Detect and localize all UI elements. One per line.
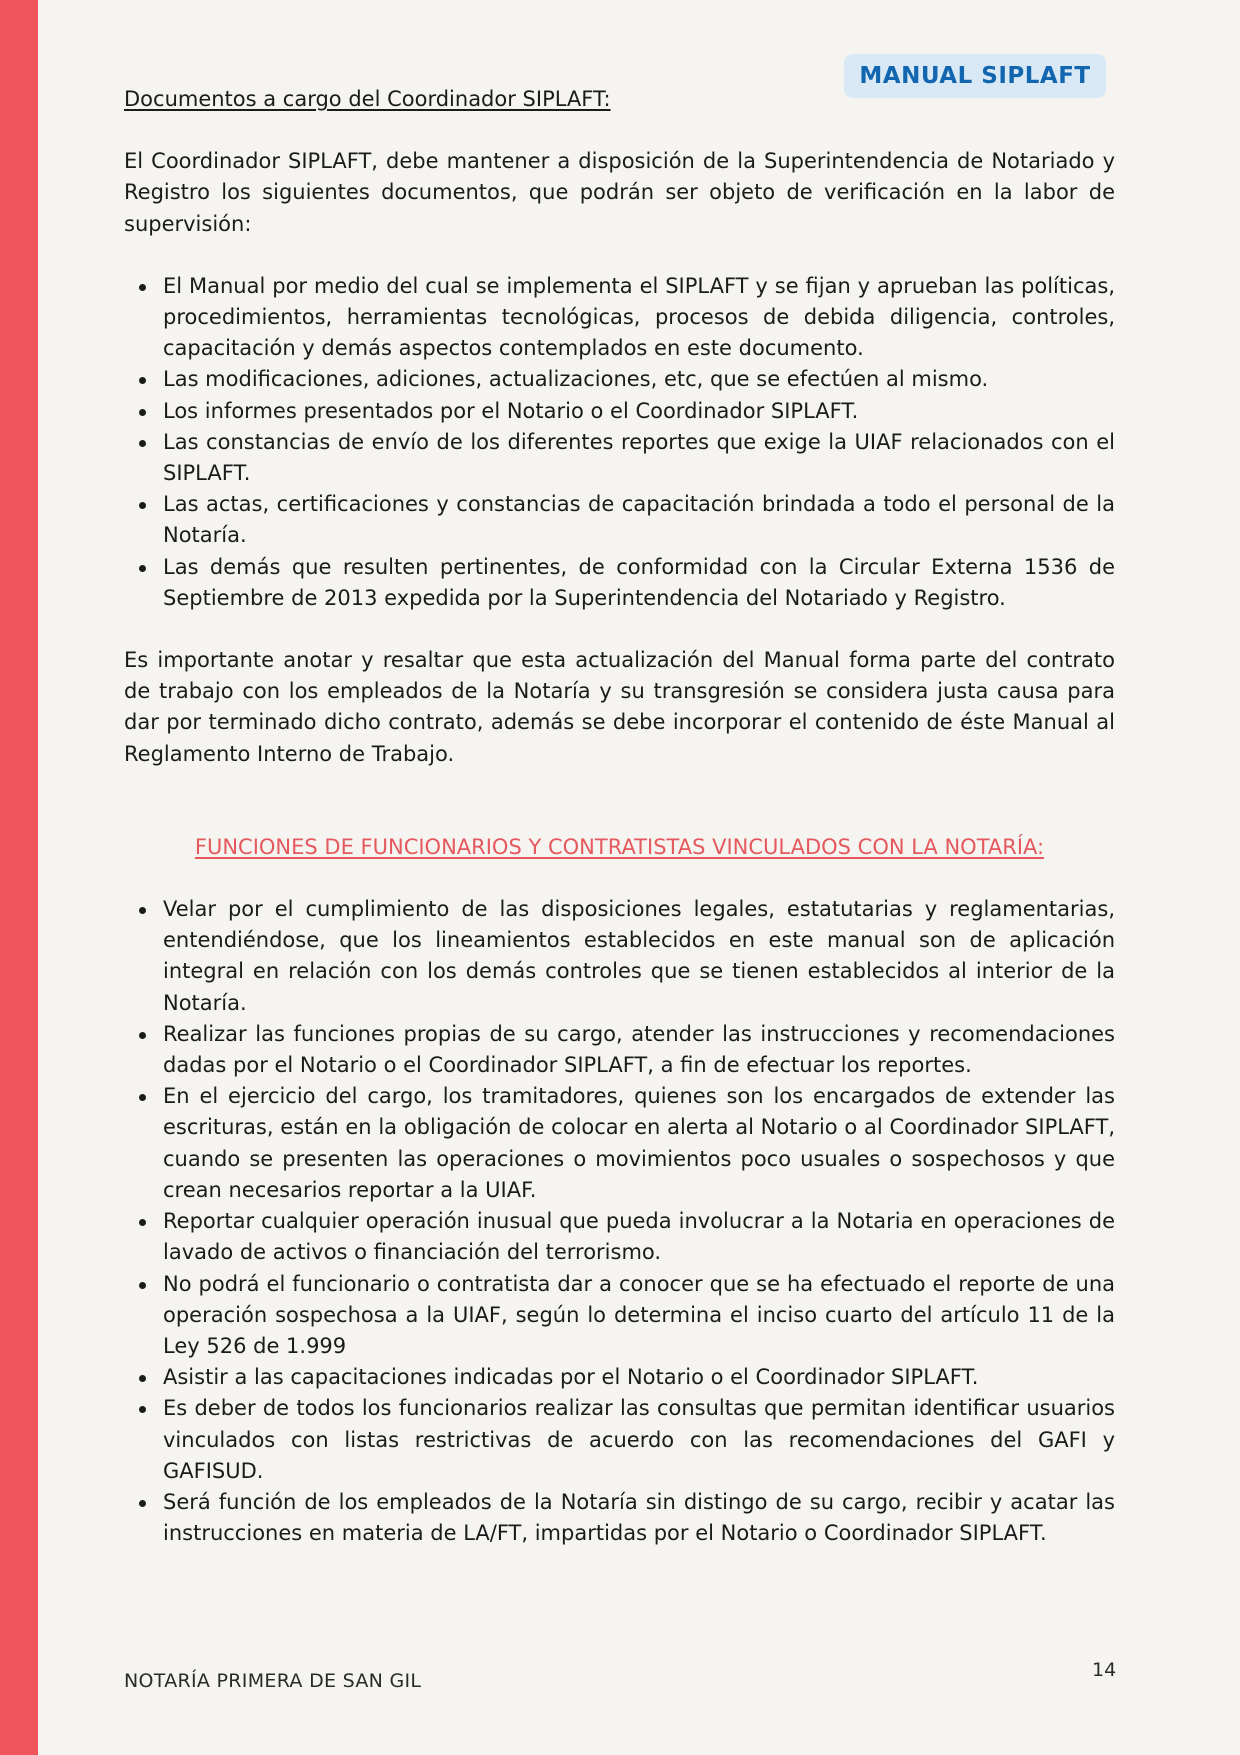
list-item: No podrá el funcionario o contratista dar a conocer que se ha efectuado el reporte de una operación sospechosa a la UIAF, según lo determina el inciso cuarto del artículo 11 de la Ley 526 de 1.999	[124, 1269, 1115, 1363]
closing-paragraph: Es importante anotar y resaltar que esta actualización del Manual forma parte del contrato de trabajo con los empleados de la Notaría y su transgresión se considera justa causa para dar por terminado dicho contrato, además se debe incorporar el contenido de éste Manual al Reglamento Interno de Trabajo.	[124, 648, 1115, 766]
footer-office-name: NOTARÍA PRIMERA DE SAN GIL	[124, 1670, 422, 1692]
list-item: Las modificaciones, adiciones, actualizaciones, etc, que se efectúen al mismo.	[124, 364, 1115, 395]
list-item: Velar por el cumplimiento de las disposiciones legales, estatutarias y reglamentarias, entendiéndose, que los lineamientos establecidos en este manual son de aplicación integral en relación con los demás controles que se tienen establecidos al interior de la Notaría.	[124, 894, 1115, 1019]
list-item: Es deber de todos los funcionarios realizar las consultas que permitan identificar usuarios vinculados con listas restrictivas de acuerdo con las recomendaciones del GAFI y GAFISUD.	[124, 1393, 1115, 1487]
functions-list	[124, 894, 1115, 1549]
list-item: Reportar cualquier operación inusual que pueda involucrar a la Notaria en operaciones de lavado de activos o financiación del terrorismo.	[124, 1206, 1115, 1268]
manual-title-badge: MANUAL SIPLAFT	[844, 54, 1106, 98]
page-content	[124, 84, 1115, 1549]
list-item: En el ejercicio del cargo, los tramitadores, quienes son los encargados de extender las escrituras, están en la obligación de colocar en alerta al Notario o al Coordinador SIPLAFT, cuando se presenten las operaciones o movimientos poco usuales o sospechosos y que crean necesarios reportar a la UIAF.	[124, 1081, 1115, 1206]
documents-intro: El Coordinador SIPLAFT, debe mantener a disposición de la Superintendencia de Notariado y Registro los siguientes documentos, que podrán ser objeto de verificación en la labor de supervisión:	[124, 149, 1115, 236]
documents-list	[124, 271, 1115, 614]
left-accent-bar	[0, 0, 38, 1755]
list-item: Los informes presentados por el Notario o el Coordinador SIPLAFT.	[124, 396, 1115, 427]
list-item: Las demás que resulten pertinentes, de conformidad con la Circular Externa 1536 de Septiembre de 2013 expedida por la Superintendencia del Notariado y Registro.	[124, 552, 1115, 614]
functions-heading: FUNCIONES DE FUNCIONARIOS Y CONTRATISTAS VINCULADOS CON LA NOTARÍA:	[194, 834, 1045, 859]
list-item: Las actas, certificaciones y constancias de capacitación brindada a todo el personal de la Notaría.	[124, 489, 1115, 551]
documents-heading: Documentos a cargo del Coordinador SIPLAFT:	[124, 87, 611, 111]
list-item: El Manual por medio del cual se implementa el SIPLAFT y se fijan y aprueban las políticas, procedimientos, herramientas tecnológicas, procesos de debida diligencia, controles, capacitación y demás aspectos contemplados en este documento.	[124, 271, 1115, 365]
page-number: 14	[1092, 1659, 1117, 1681]
list-item: Las constancias de envío de los diferentes reportes que exige la UIAF relacionados con el SIPLAFT.	[124, 427, 1115, 489]
list-item: Asistir a las capacitaciones indicadas por el Notario o el Coordinador SIPLAFT.	[124, 1362, 1115, 1393]
list-item: Será función de los empleados de la Notaría sin distingo de su cargo, recibir y acatar las instrucciones en materia de LA/FT, impartidas por el Notario o Coordinador SIPLAFT.	[124, 1487, 1115, 1549]
list-item: Realizar las funciones propias de su cargo, atender las instrucciones y recomendaciones dadas por el Notario o el Coordinador SIPLAFT, a fin de efectuar los reportes.	[124, 1019, 1115, 1081]
